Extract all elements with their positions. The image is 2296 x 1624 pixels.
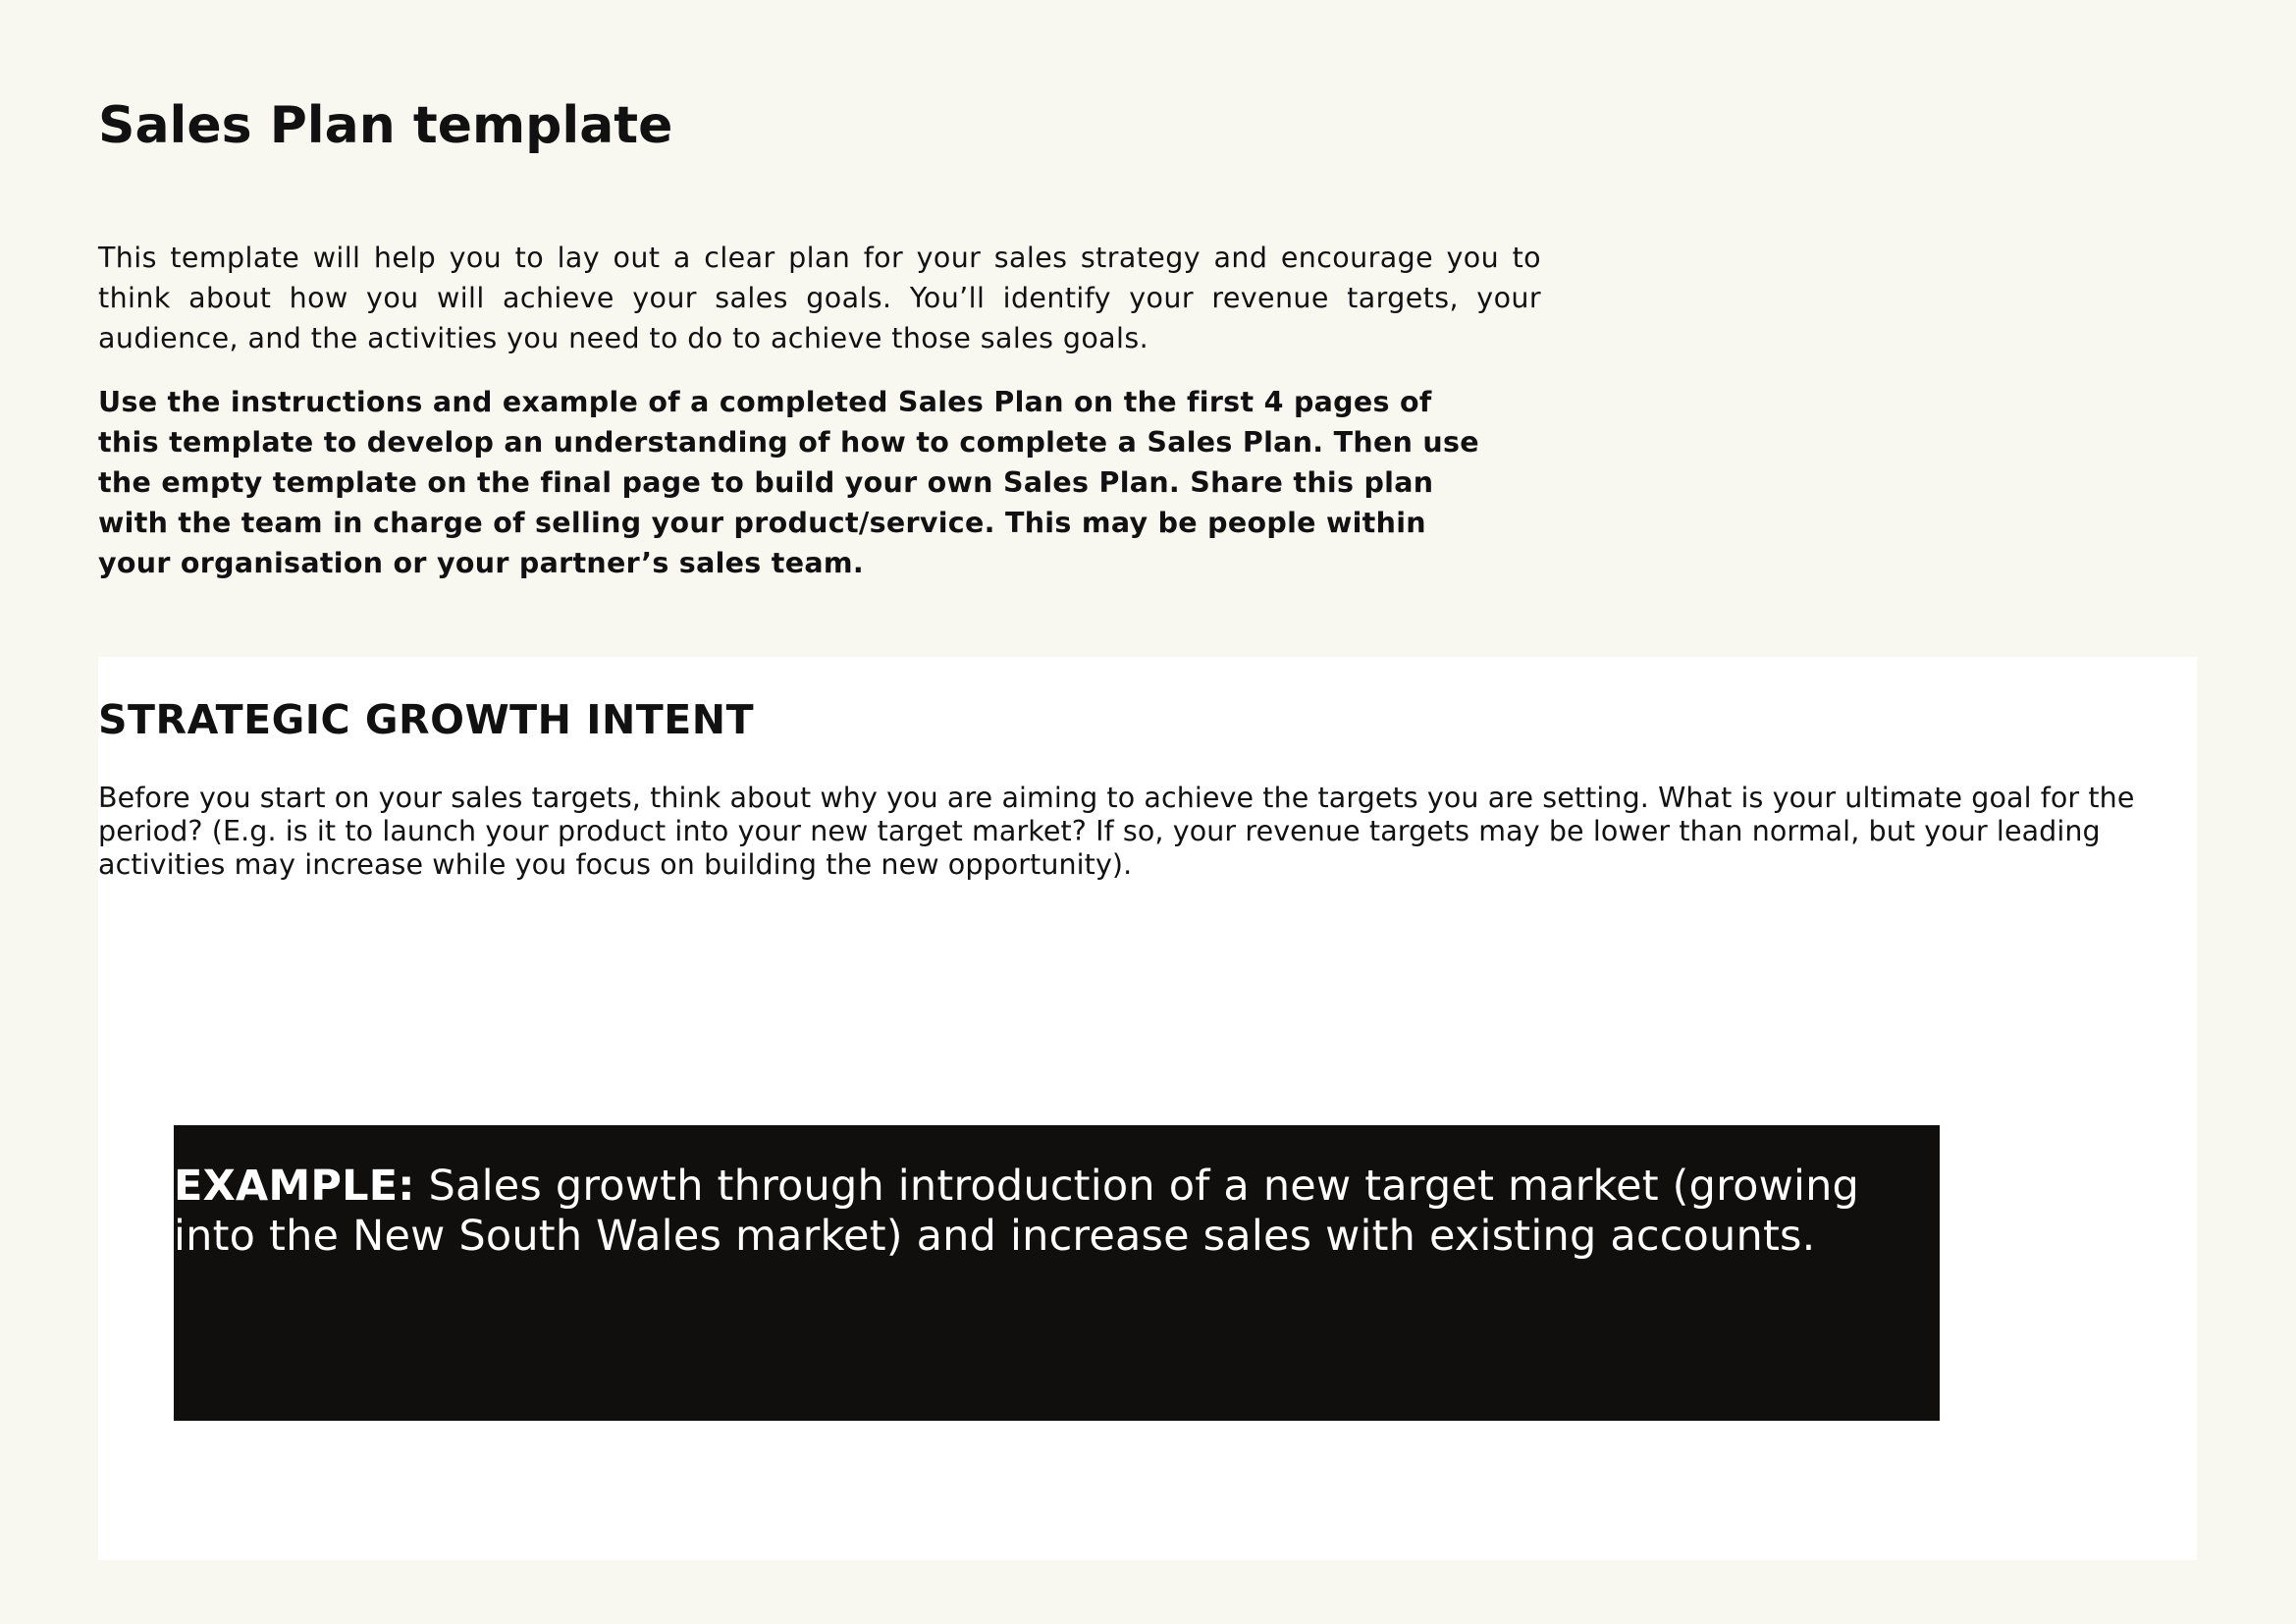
intro-paragraph: This template will help you to lay out a clear plan for your sales strategy and encourage you to think about how you will achieve your sales goals. You’ll identify your revenue targets, your audience, and the activities you need to do to achieve those sales goals. — [98, 242, 1541, 354]
strategic-growth-intent-section — [98, 657, 2197, 1560]
page-title: Sales Plan template — [98, 96, 673, 155]
example-label: EXAMPLE: — [174, 1162, 415, 1211]
instructions-paragraph: Use the instructions and example of a completed Sales Plan on the first 4 pages of this template to develop an understanding of how to complete a Sales Plan. Then use the empty template on the final page to build your own Sales Plan. Share this plan with the team in charge of selling your product/service. This may be people within your organisation or your partner’s sales team. — [98, 386, 1479, 579]
section-description: Before you start on your sales targets, think about why you are aiming to achieve the targets you are setting. What is your ultimate goal for the period? (E.g. is it to launch your product into your new target market? If so, your revenue targets may be lower than normal, but your leading activities may increase while you focus on building the new opportunity). — [98, 782, 2135, 881]
example-box — [174, 1125, 1940, 1421]
example-text — [174, 1162, 1931, 1262]
section-heading: STRATEGIC GROWTH INTENT — [98, 696, 755, 743]
example-content: Sales growth through introduction of a new target market (growing into the New South Wales market) and increase sales with existing accounts. — [174, 1162, 1860, 1261]
